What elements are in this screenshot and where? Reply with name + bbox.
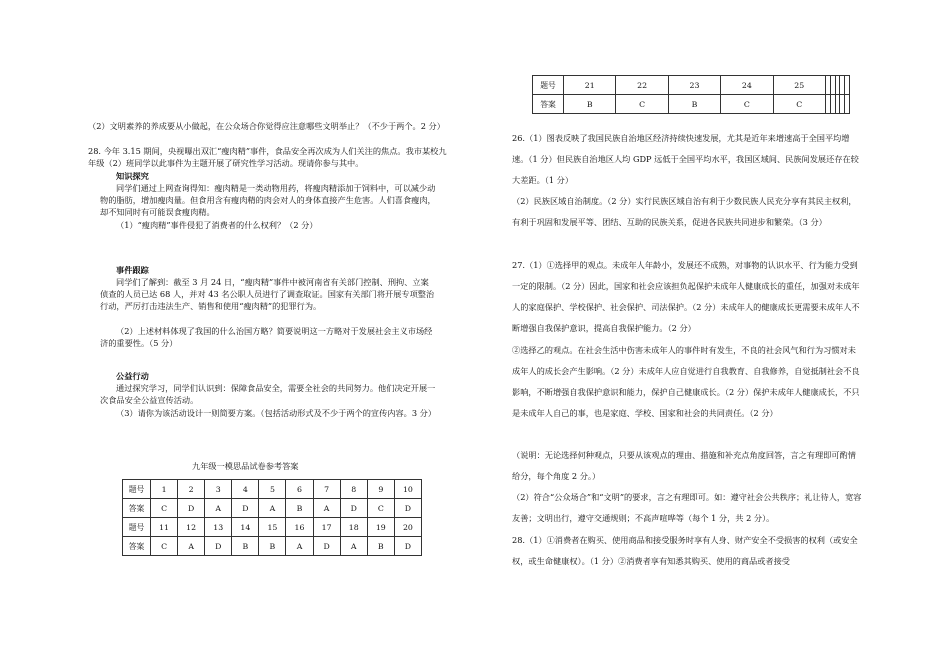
row-label: 答案 (123, 537, 151, 556)
table-cell: 10 (394, 480, 421, 499)
table-cell: D (313, 537, 340, 556)
table-cell: 17 (313, 518, 340, 537)
table-row (533, 76, 850, 95)
section-public-body: 通过探究学习，同学们认识到：保障食品安全，需要全社会的共同努力。他们决定开展一次食品安全公益宣传活动。 (100, 383, 436, 406)
table-cell: 5 (259, 480, 286, 499)
table-cell: 1 (151, 480, 178, 499)
row-label: 题号 (533, 76, 564, 95)
question-28-1: （1）“瘦肉精”事件侵犯了消费者的什么权利？（2 分） (116, 220, 318, 230)
question-28-intro: 28. 今年 3.15 期间，央视曝出双汇“瘦肉精”事件，食品安全再次成为人们关注的焦点。我市某校九年级（2）班同学以此事件为主题开展了研究性学习活动。现请你参与其中。 (88, 146, 447, 169)
row-label: 答案 (123, 499, 151, 518)
table-cell: C (773, 95, 825, 114)
table-cell: A (259, 499, 286, 518)
table-row (533, 95, 850, 114)
table-cell: 14 (232, 518, 259, 537)
table-cell: D (340, 499, 367, 518)
table-cell: 6 (286, 480, 313, 499)
table-cell: 9 (367, 480, 394, 499)
table-cell: 24 (721, 76, 773, 95)
section-knowledge-body: 同学们通过上网查询得知：瘦肉精是一类动物用药，将瘦肉精添加于饲料中，可以减少动物的脂肪，增加瘦肉量。但食用含有瘦肉精的肉会对人的身体直接产生危害。人们喜食瘦肉，却不知同时有可能误食瘦肉精。 (100, 183, 436, 218)
answer-27-2: （2）符合“公众场合”和“文明”的要求，言之有理即可。如：遵守社会公共秩序；礼让待人，宽容友善；文明出行，遵守交通规则；不高声喧哗等（每个 1 分，共 2 分）。 (512, 492, 862, 523)
table-cell: 7 (313, 480, 340, 499)
table-cell (845, 76, 850, 95)
table-cell: B (564, 95, 616, 114)
table-cell: 13 (205, 518, 232, 537)
table-cell: B (232, 537, 259, 556)
table-cell: 18 (340, 518, 367, 537)
answer-26-2: （2）民族区域自治制度。（2 分）实行民族区域自治有利于少数民族人民充分享有其民主权利，有利于巩固和发展平等、团结、互助的民族关系，促进各民族共同进步和繁荣。（3 分） (512, 196, 857, 227)
answer-key-title: 九年级一模思品试卷参考答案 (192, 461, 299, 471)
table-cell: D (205, 537, 232, 556)
table-cell: A (205, 499, 232, 518)
table-cell: 15 (259, 518, 286, 537)
table-row (123, 480, 422, 499)
table-cell: B (286, 499, 313, 518)
answer-27-1-a: 27.（1）①选择甲的观点。未成年人年龄小，发展还不成熟，对事物的认识水平、行为能力受到一定的限制。（2 分）因此，国家和社会应该担负起保护未成年人健康成长的重任，加强对未成年人的家庭保护、学校保护、社会保护、司法保护。（2 分）未成年人的健康成长更需要未成年人不断增强自我保护意识，提高自我保护能力。（2 分） (512, 260, 860, 333)
table-cell: 2 (178, 480, 205, 499)
table-cell: A (340, 537, 367, 556)
question-28-2: （2）上述材料体现了我国的什么治国方略？简要说明这一方略对于发展社会主义市场经济的重要性。（5 分） (100, 326, 433, 349)
table-cell: 22 (616, 76, 668, 95)
table-cell: 16 (286, 518, 313, 537)
section-tracking-title: 事件跟踪 (116, 265, 149, 275)
table-cell: C (151, 537, 178, 556)
answer-27-note: （说明：无论选择何种观点，只要从该观点的理由、措施和补充点角度回答，言之有理即可酌情给分，每个角度 2 分。） (512, 450, 856, 481)
table-cell: C (721, 95, 773, 114)
table-cell: 21 (564, 76, 616, 95)
section-public-title: 公益行动 (116, 371, 149, 381)
section-knowledge-title: 知识探究 (116, 171, 149, 181)
table-cell: A (286, 537, 313, 556)
table-cell: D (394, 537, 421, 556)
question-27-2: （2）文明素养的养成要从小做起，在公众场合你觉得应注意哪些文明举止？（不少于两个。2 分） (88, 121, 445, 131)
table-cell: D (394, 499, 421, 518)
question-28-3: （3）请你为该活动设计一则简要方案。（包括活动形式及不少于两个的宣传内容。3 分） (116, 408, 437, 418)
table-cell: A (313, 499, 340, 518)
answer-28-1: 28.（1）①消费者在购买、使用商品和接受服务时享有人身、财产安全不受损害的权利（或安全权，或生命健康权）。（1 分）②消费者享有知悉其购买、使用的商品或者接受 (512, 535, 858, 566)
table-cell: 12 (178, 518, 205, 537)
table-cell: 4 (232, 480, 259, 499)
table-cell: C (367, 499, 394, 518)
table-cell: D (178, 499, 205, 518)
table-cell: 8 (340, 480, 367, 499)
table-cell: C (151, 499, 178, 518)
table-cell: 20 (394, 518, 421, 537)
table-cell: 3 (205, 480, 232, 499)
row-label: 答案 (533, 95, 564, 114)
table-cell: B (367, 537, 394, 556)
table-cell: 25 (773, 76, 825, 95)
table-cell: 19 (367, 518, 394, 537)
table-row (123, 518, 422, 537)
row-label: 题号 (123, 480, 151, 499)
table-cell: B (668, 95, 720, 114)
table-cell (845, 95, 850, 114)
table-cell: C (616, 95, 668, 114)
table-cell: 23 (668, 76, 720, 95)
row-label: 题号 (123, 518, 151, 537)
table-cell: 11 (151, 518, 178, 537)
table-cell: B (259, 537, 286, 556)
answer-26-1: 26.（1）图表反映了我国民族自治地区经济持续快速发展，尤其是近年来增速高于全国平均增速。（1 分）但民族自治地区人均 GDP 远低于全国平均水平，我国区域间、民族间发展还存在较大差距。（1 分） (512, 133, 859, 185)
table-cell: A (178, 537, 205, 556)
answer-table-21-25 (532, 75, 850, 114)
table-cell: D (232, 499, 259, 518)
answer-table-1-20 (122, 479, 422, 556)
table-row (123, 537, 422, 556)
table-row (123, 499, 422, 518)
section-tracking-body: 同学们了解到：截至 3 月 24 日，“瘦肉精”事件中被河南省有关部门控制、刑拘、立案侦查的人员已达 68 人，并对 43 名公职人员进行了调查取证。国家有关部门将开展专项整治行动，严厉打击违法生产、销售和使用“瘦肉精”的犯罪行为。 (100, 277, 435, 312)
answer-27-1-b: ②选择乙的观点。在社会生活中伤害未成年人的事件时有发生，不良的社会风气和行为习惯对未成年人的成长会产生影响。（2 分）未成年人应自觉进行自我教育、自我修养，自觉抵制社会不良影响，不断增强自我保护意识和能力，保护自己健康成长。（2 分）保护未成年人健康成长，不只是未成年人自己的事，也是家庭、学校、国家和社会的共同责任。（2 分） (512, 345, 860, 418)
